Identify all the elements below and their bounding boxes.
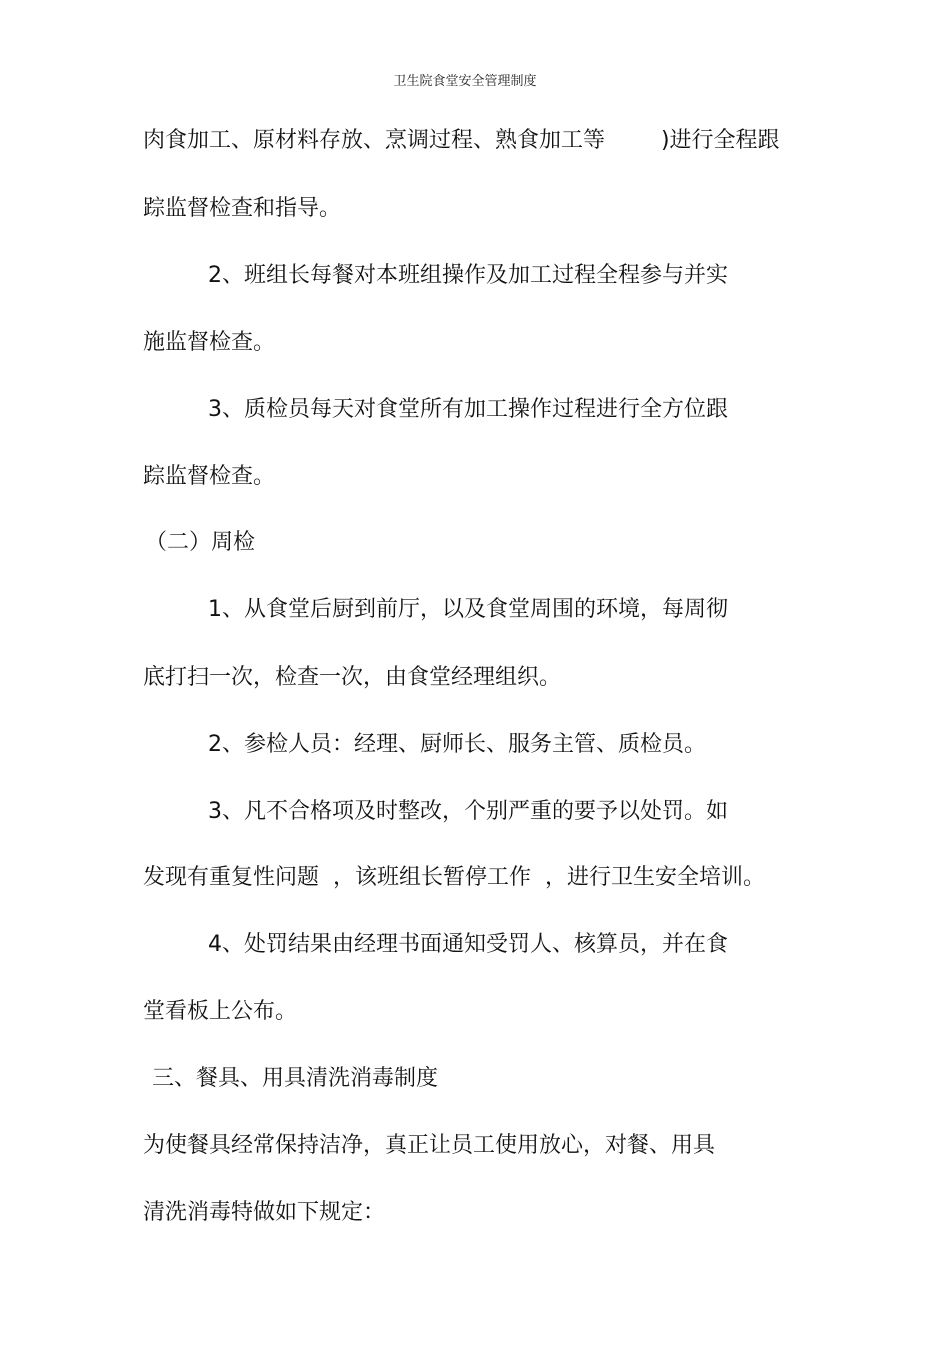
section-heading: （二）周检 — [145, 530, 256, 555]
list-item-line: 3、质检员每天对食堂所有加工操作过程进行全方位跟 — [208, 397, 728, 422]
page-header: 卫生院食堂安全管理制度 — [393, 74, 537, 89]
body-line: 踪监督检查。 — [143, 464, 276, 489]
body-line: 施监督检查。 — [143, 330, 276, 355]
body-line: 发现有重复性问题 ，该班组长暂停工作 ，进行卫生安全培训。 — [143, 865, 765, 890]
body-line: 清洗消毒特做如下规定： — [143, 1200, 386, 1225]
list-item-line: 2、班组长每餐对本班组操作及加工过程全程参与并实 — [208, 263, 728, 288]
body-line: 肉食加工、原材料存放、烹调过程、熟食加工等 )进行全程跟 — [143, 128, 780, 153]
body-line: 底打扫一次，检查一次，由食堂经理组织。 — [143, 665, 562, 690]
body-line: 踪监督检查和指导。 — [143, 196, 342, 221]
list-item-line: 1、从食堂后厨到前厅，以及食堂周围的环境，每周彻 — [208, 597, 728, 622]
body-line: 为使餐具经常保持洁净，真正让员工使用放心，对餐、用具 — [143, 1133, 716, 1158]
body-line: 堂看板上公布。 — [143, 999, 298, 1024]
list-item-line: 2、参检人员：经理、厨师长、服务主管、质检员。 — [208, 732, 706, 757]
list-item-line: 4、处罚结果由经理书面通知受罚人、核算员，并在食 — [208, 932, 728, 957]
list-item-line: 3、凡不合格项及时整改，个别严重的要予以处罚。如 — [208, 799, 728, 824]
section-heading: 三、餐具、用具清洗消毒制度 — [145, 1066, 438, 1091]
